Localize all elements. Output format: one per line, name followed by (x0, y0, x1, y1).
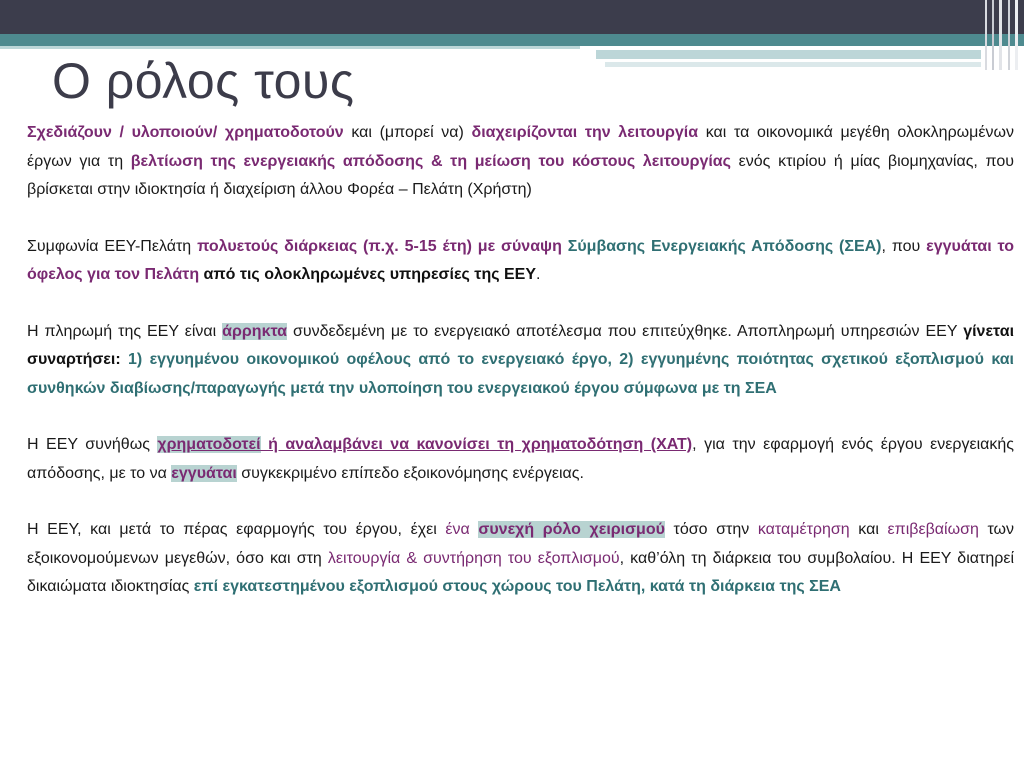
underlined-emphasis-text: ή αναλαμβάνει να κανονίσει τη χρηματοδότηση (ΧΑΤ) (260, 436, 693, 453)
header-accent-line (0, 46, 580, 49)
decorative-stripe (999, 0, 1002, 70)
teal-emphasis-text: επί εγκατεστημένου εξοπλισμού στους χώρους του Πελάτη, κατά τη διάρκεια της ΣΕΑ (193, 578, 841, 595)
body-text: συνδεδεμένη με το ενεργειακό αποτέλεσμα που επιτεύχθηκε. Αποπληρωμή υπηρεσιών ΕΕΥ (287, 322, 964, 340)
decorative-stripe (985, 0, 987, 70)
bold-text: από τις ολοκληρωμένες υπηρεσίες της ΕΕΥ (199, 266, 536, 283)
body-text: , που (881, 237, 927, 255)
emphasis-text: Σχεδιάζουν / υλοποιούν/ χρηματοδοτούν (27, 124, 344, 141)
body-text: τόσο στην (664, 521, 758, 538)
highlighted-text: εγγυάται (171, 464, 237, 482)
slide-title: Ο ρόλος τους (52, 53, 355, 109)
emphasis-text: διαχειρίζονται την λειτουργία (471, 124, 699, 141)
paragraph-role-definition (27, 119, 1014, 205)
highlighted-text: άρρηκτα (222, 322, 288, 340)
decorative-bar (605, 62, 981, 67)
body-text: και τα οικονομικά μεγέθη ολοκληρωμένων έργων για τη (27, 124, 1014, 170)
body-text: Η ΕΕΥ συνήθως (27, 436, 158, 453)
header-accent-band (0, 34, 1024, 46)
body-text: . (536, 266, 541, 283)
body-text: συγκεκριμένο επίπεδο εξοικονόμησης ενέργειας. (236, 464, 584, 482)
slide-body (27, 119, 1014, 630)
purple-text: καταμέτρηση (757, 521, 850, 538)
body-text: Η ΕΕΥ, και μετά το πέρας εφαρμογής του έργου, έχει (27, 521, 446, 538)
emphasis-text: εγγυάται το όφελος για τον Πελάτη (27, 237, 1015, 283)
body-text: Συμφωνία ΕΕΥ-Πελάτη (27, 237, 198, 255)
body-text: των εξοικονομούμενων μεγεθών, όσο και στη (27, 521, 1015, 567)
highlighted-underlined-text: χρηματοδοτεί (157, 436, 261, 453)
bold-text: γίνεται συναρτήσει: (27, 322, 1015, 368)
paragraph-operation-role (27, 516, 1014, 602)
decorative-bar (596, 50, 981, 59)
decorative-stripe (1015, 0, 1018, 70)
purple-text: λειτουργία & συντήρηση του εξοπλισμού (327, 549, 620, 567)
purple-text: ένα (445, 521, 479, 538)
decorative-stripe (1008, 0, 1010, 70)
decorative-stripe (992, 0, 994, 70)
body-text: και (μπορεί να) (343, 124, 472, 141)
body-text: ενός κτιρίου ή μίας βιομηχανίας, που βρίσκεται στην ιδιοκτησία ή διαχείριση άλλου Φορέα – Πελάτη (Χρήστη) (27, 152, 1014, 198)
highlighted-text: συνεχή ρόλο χειρισμού (478, 521, 665, 538)
body-text: Η πληρωμή της ΕΕΥ είναι (27, 322, 223, 340)
teal-emphasis-text: Σύμβασης Ενεργειακής Απόδοσης (ΣΕΑ) (561, 237, 882, 255)
header-bar (0, 0, 1024, 34)
purple-text: επιβεβαίωση (887, 521, 979, 538)
body-text: , καθ’όλη τη διάρκεια του συμβολαίου. Η ΕΕΥ διατηρεί δικαιώματα ιδιοκτησίας (27, 549, 1015, 595)
paragraph-financing (27, 431, 1014, 488)
paragraph-agreement (27, 233, 1014, 290)
emphasis-text: πολυετούς διάρκειας (π.χ. 5-15 έτη) με σύναψη (197, 237, 562, 255)
body-text: και (849, 521, 888, 538)
body-text: , για την εφαρμογή ενός έργου ενεργειακής απόδοσης, με το να (27, 436, 1015, 482)
teal-emphasis-text: 1) εγγυημένου οικονομικού οφέλους από το ενεργειακό έργο, 2) εγγυημένης ποιότητας σχετικού εξοπλισμού και συνθηκών διαβίωσης/παραγωγής μετά την υλοποίηση του ενεργειακού έργου σύμφωνα με τη ΣΕΑ (27, 351, 1014, 397)
paragraph-payment (27, 318, 1014, 404)
emphasis-text: βελτίωση της ενεργειακής απόδοσης & τη μείωση του κόστους λειτουργίας (130, 152, 731, 170)
